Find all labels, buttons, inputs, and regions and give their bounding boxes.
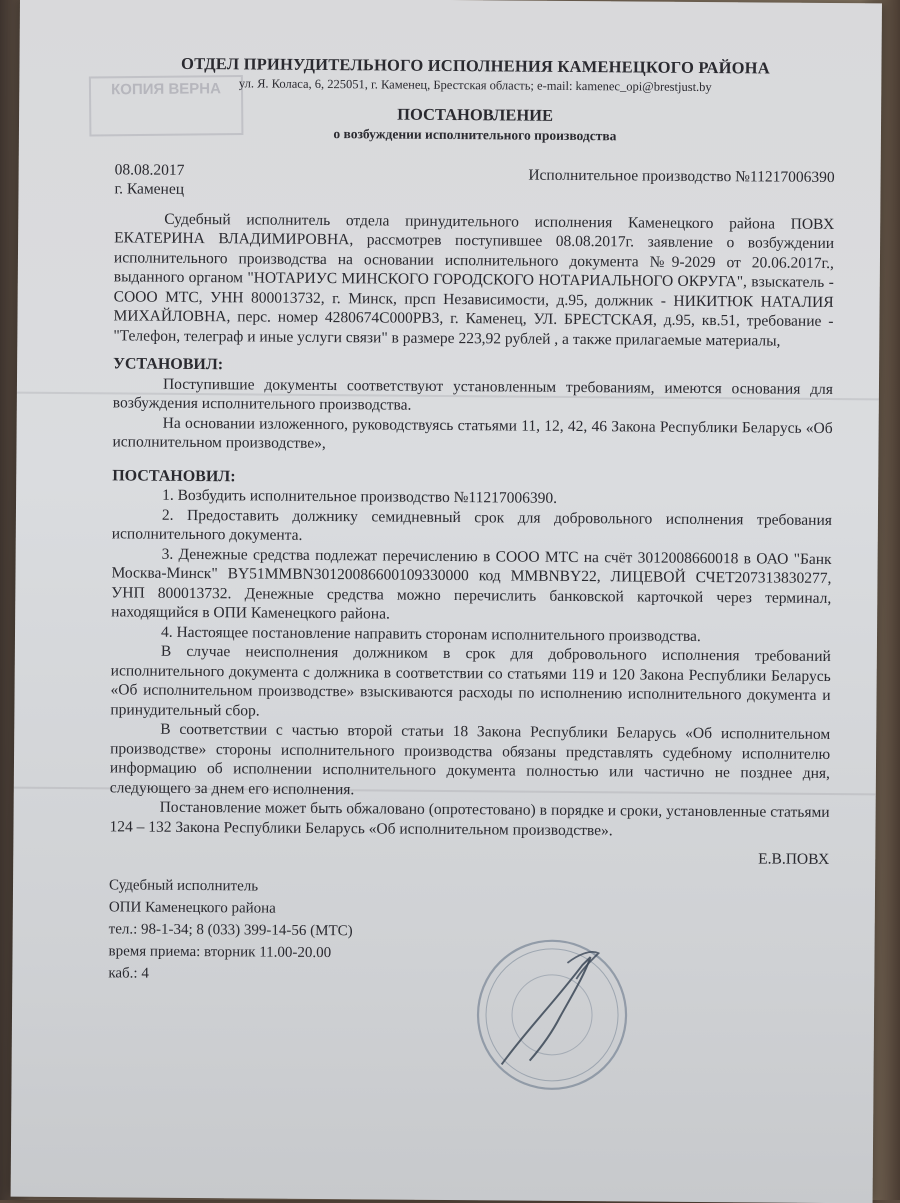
date-place-block (114, 160, 184, 200)
date-case-row (114, 160, 834, 205)
case-number: Исполнительное производство №11217006390 (528, 166, 835, 186)
org-address: ул. Я. Коласа, 6, 225051, г. Каменец, Брестская область; e-mail: kamenec_opi@brestjust.by (238, 75, 712, 94)
footer-contact-block (108, 874, 829, 990)
established-heading: УСТАНОВИЛ: (113, 355, 224, 374)
resolved-item: 4. Настоящее постановление направить сторонам исполнительного производства. (160, 623, 701, 645)
intro-paragraph: Судебный исполнитель отдела принудительного исполнения Каменецкого района ПОВХ ЕКАТЕРИНА ВЛАДИМИРОВНА, рассмотрев поступившее 08.08.2017г. заявление о возбуждении исполнительного производства на основании исполнительного документа №9-2029 от 20.06.2017г., выданного органом "НОТАРИУС МИНСКОГО ГОРОДСКОГО НОТАРИАЛЬНОГО ОКРУГА", взыскатель - СООО МТС, УНН 800013732, г. Минск, прсп Независимости, д.95, должник - НИКИТЮК НАТАЛИЯ МИХАЙЛОВНА, перс. номер 4280674C000PB3, г. Каменец, УЛ. БРЕСТСКАЯ, д.95, кв.51, требование - "Телефон, телеграф и иные услуги связи" в размере 223,92 рублей , а также прилагаемые материалы, (113, 210, 835, 350)
established-paragraph: На основании изложенного, руководствуясь статьями 11, 12, 42, 46 Закона Республики Беларусь «Об исполнительном производстве», (112, 414, 833, 453)
resolved-heading: ПОСТАНОВИЛ: (112, 466, 236, 485)
resolved-item: 1. Возбудить исполнительное производство №11217006390. (162, 486, 558, 507)
org-title: ОТДЕЛ ПРИНУДИТЕЛЬНОГО ИСПОЛНЕНИЯ КАМЕНЕЦКОГО РАЙОНА (181, 53, 770, 78)
document-body (108, 53, 835, 989)
footer-phones: тел.: 98-1-34; 8 (033) 399-14-56 (МТС) (108, 920, 353, 939)
resolved-item: В случае неисполнения должником в срок для добровольного исполнения требований исполнительного документа с должника в соответствии со статьями 119 и 120 Закона Республики Беларусь «Об исполнительном производстве» взыскиваются расходы по исполнению исполнительного документа и принудительный сбор. (110, 642, 831, 720)
resolved-item: 3. Денежные средства подлежат перечислению в СООО МТС на счёт 3012008660018 в ОАО "Банк Москва-Минск" BY51MMBN30120086600109330000 код MMBNBY22, ЛИЦЕВОЙ СЧЕТ207313830277, УНП 800013732. Денежные средства можно перечислить банковской карточкой через терминал, находящийся в ОПИ Каменецкого района. (111, 545, 832, 623)
document-subtitle: о возбуждении исполнительного производства (333, 126, 617, 144)
footer-room: каб.: 4 (108, 964, 149, 982)
official-seal-icon (471, 934, 632, 1095)
document-place: г. Каменец (114, 180, 185, 198)
footer-hours: время приема: вторник 11.00-20.00 (108, 942, 332, 961)
established-paragraph: Поступившие документы соответствуют установленным требованиям, имеются основания для возбуждения исполнительного производства. (112, 375, 834, 414)
faint-stamp-text: КОПИЯ ВЕРНА (111, 80, 222, 99)
signature-name: Е.В.ПОВХ (758, 850, 830, 868)
resolved-item: Постановление может быть обжаловано (опротестовано) в порядке и сроки, установленные статьями 124 – 132 Закона Республики Беларусь «Об исполнительном производстве». (109, 798, 830, 839)
document-sheet (11, 0, 882, 1203)
document-title: ПОСТАНОВЛЕНИЕ (397, 104, 554, 125)
footer-role: Судебный исполнитель (108, 876, 259, 895)
document-date: 08.08.2017 (114, 160, 185, 179)
resolved-item: В соответствии с частью второй статьи 18 Закона Республики Беларусь «Об исполнительном производстве» стороны исполнительного производства обязаны представлять судебному исполнителю информацию об исполнении исполнительного документа полностью или частично не позднее дня, следующего за днем его исполнения. (109, 720, 831, 798)
footer-office: ОПИ Каменецкого района (108, 898, 276, 917)
resolved-item: 2. Предоставить должнику семидневный срок для добровольного исполнения требования исполнительного документа. (111, 506, 832, 544)
